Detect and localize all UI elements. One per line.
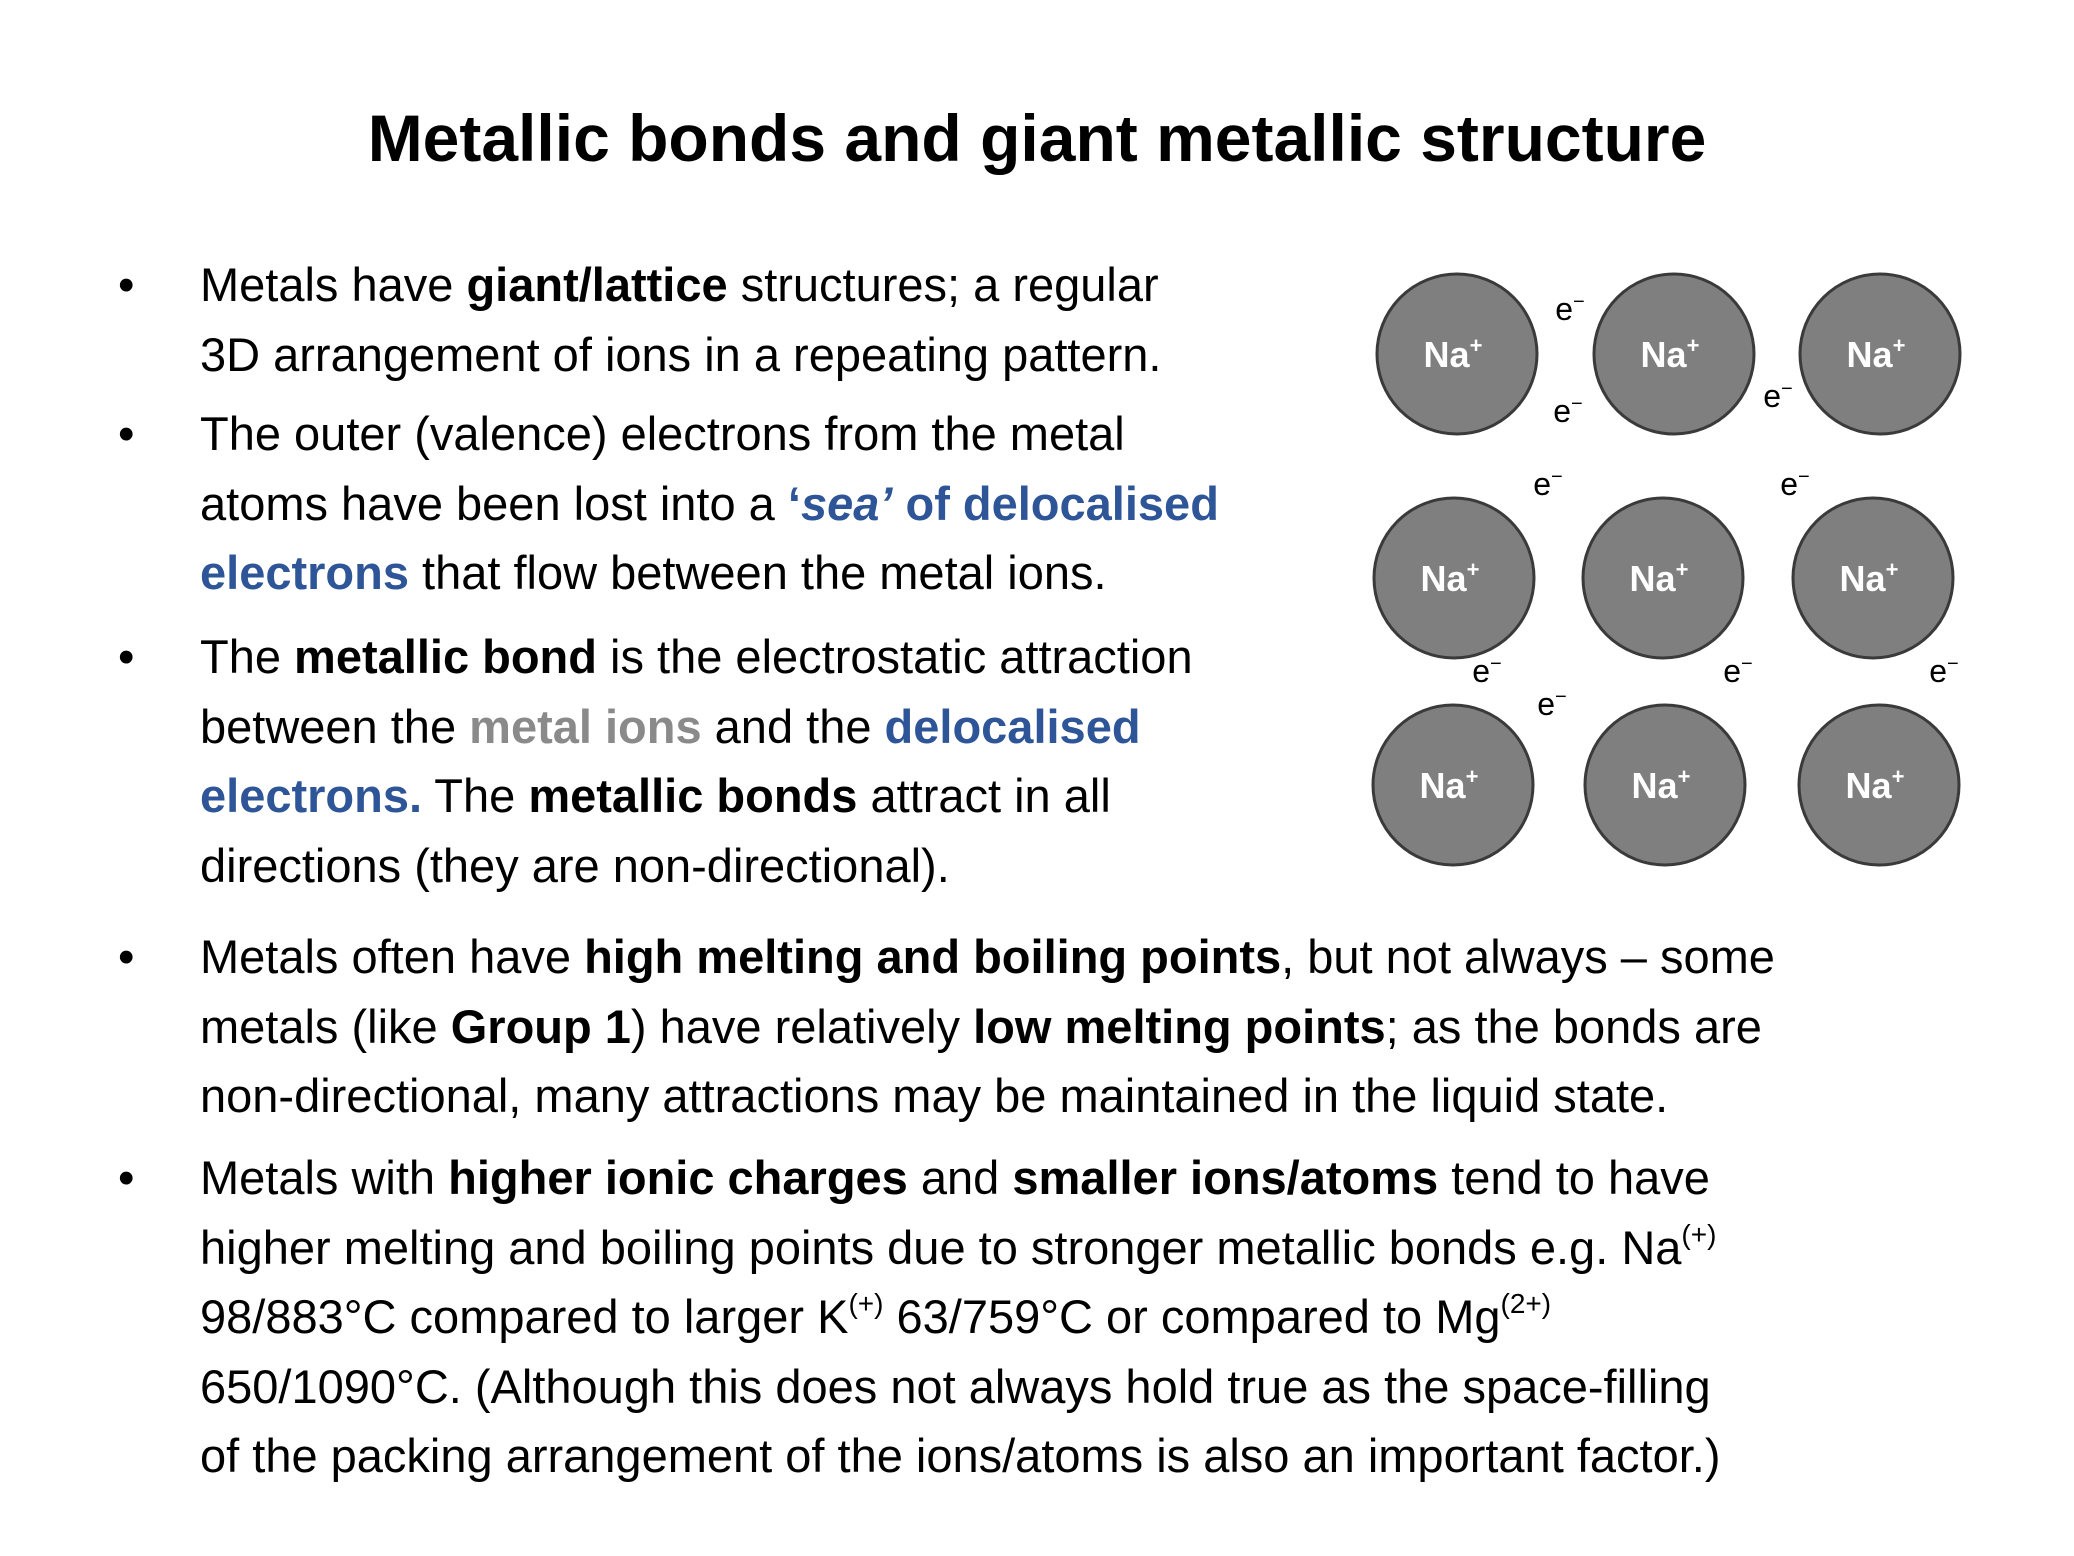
- electron-label: e−: [1763, 378, 1793, 414]
- bullet-line: Metals often have high melting and boiling points, but not always – some: [200, 930, 1775, 983]
- electron-label: e−: [1929, 653, 1959, 689]
- sodium-ion: [1594, 274, 1754, 434]
- ion-label: Na+: [1423, 333, 1483, 375]
- electron-label: e−: [1472, 653, 1502, 689]
- bullet-metallic-bond: [118, 622, 1193, 900]
- sodium-ion: [1800, 274, 1960, 434]
- bullet-line: 98/883°C compared to larger K(+) 63/759°C or compared to $Mg^{(2+)}$: [200, 1288, 1552, 1343]
- bullet-line: electrons that flow between the metal ions.: [200, 546, 1107, 599]
- bullet-marker: •: [118, 1151, 135, 1204]
- bullet-marker: •: [118, 258, 135, 311]
- ion-label: Na+: [1640, 333, 1700, 375]
- bullet-line: atoms have been lost into a ‘sea’ of delocalised: [200, 476, 1219, 530]
- bullet-marker: •: [118, 930, 135, 983]
- ion-label: Na+: [1420, 557, 1480, 599]
- bullet-giant-lattice: [118, 250, 1162, 389]
- lattice-svg: [1352, 262, 1972, 882]
- sodium-ion: [1793, 498, 1953, 658]
- bullet-marker: •: [118, 407, 135, 460]
- bullet-line: electrons. The metallic bonds attract in all: [200, 769, 1111, 822]
- bullet-line: The metallic bond is the electrostatic attraction: [200, 630, 1193, 683]
- slide-title: Metallic bonds and giant metallic structure: [367, 101, 1707, 175]
- bullet-line: non-directional, many attractions may be maintained in the liquid state.: [200, 1069, 1669, 1122]
- bullet-melting-points: [118, 922, 1775, 1131]
- bullet-line: Metals with higher ionic charges and smaller ions/atoms tend to have: [200, 1151, 1710, 1204]
- electron-label: e−: [1533, 466, 1563, 502]
- sodium-ion: [1799, 705, 1959, 865]
- sodium-ion: [1377, 274, 1537, 434]
- electron-label: e−: [1555, 291, 1585, 327]
- sodium-ion: [1585, 705, 1745, 865]
- electron-label: e−: [1553, 393, 1583, 429]
- sodium-ion: [1373, 705, 1533, 865]
- bullet-line: higher melting and boiling points due to stronger metallic bonds e.g. Na(+): [200, 1218, 1717, 1274]
- electron-label: e−: [1537, 686, 1567, 722]
- ion-label: Na+: [1419, 764, 1479, 806]
- bullet-delocalised-electrons: [118, 399, 1219, 608]
- electron-label: e−: [1723, 653, 1753, 689]
- sodium-ion: [1583, 498, 1743, 658]
- bullet-line: metals (like Group 1) have relatively low melting points; as the bonds are: [200, 999, 1762, 1053]
- ion-label: Na+: [1845, 764, 1905, 806]
- ion-label: Na+: [1631, 764, 1691, 806]
- ion-label: Na+: [1629, 557, 1689, 599]
- bullet-line: Metals have giant/lattice structures; a regular: [200, 258, 1159, 311]
- bullet-marker: •: [118, 630, 135, 683]
- bullet-line: of the packing arrangement of the ions/atoms is also an important factor.): [200, 1429, 1721, 1482]
- bullet-line: The outer (valence) electrons from the metal: [200, 407, 1125, 460]
- electron-label: e−: [1780, 466, 1810, 502]
- bullet-line: directions (they are non-directional).: [200, 838, 950, 892]
- sodium-ion: [1374, 498, 1534, 658]
- metallic-lattice-diagram: [1352, 262, 1972, 882]
- ion-label: Na+: [1839, 557, 1899, 599]
- bullet-line: 3D arrangement of ions in a repeating pattern.: [200, 327, 1162, 381]
- bullet-line: 650/1090°C. (Although this does not always hold true as the space-filling: [200, 1359, 1711, 1413]
- bullet-ionic-charges: [118, 1143, 1721, 1491]
- ion-label: Na+: [1846, 333, 1906, 375]
- bullet-line: between the metal ions and the delocalised: [200, 699, 1141, 753]
